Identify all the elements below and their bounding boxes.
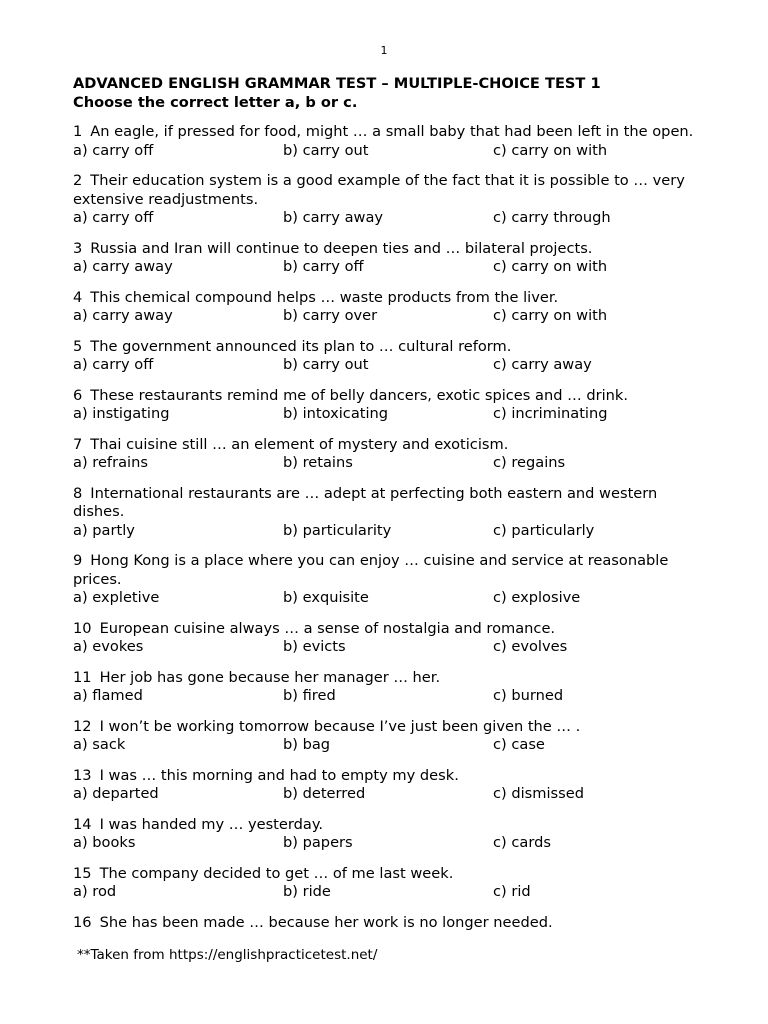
question-number: 4 xyxy=(73,288,83,306)
question-item xyxy=(73,669,703,706)
question-number: 5 xyxy=(73,337,83,355)
answer-option: c) rid xyxy=(493,883,531,900)
answer-option: a) evokes xyxy=(73,638,144,655)
answer-option: c) regains xyxy=(493,454,566,471)
question-body: Russia and Iran will continue to deepen ties and … bilateral projects. xyxy=(90,239,593,257)
answer-options xyxy=(73,522,703,541)
question-item xyxy=(73,436,703,473)
question-text xyxy=(73,436,703,455)
question-item xyxy=(73,914,703,933)
question-text xyxy=(73,485,703,522)
answer-option: c) dismissed xyxy=(493,785,584,802)
source-footnote: **Taken from https://englishpracticetest.net/ xyxy=(77,947,378,963)
question-text xyxy=(73,289,703,308)
question-number: 16 xyxy=(73,913,92,931)
question-text xyxy=(73,669,703,688)
question-item xyxy=(73,816,703,853)
answer-options xyxy=(73,258,703,277)
question-body: Thai cuisine still … an element of mystery and exoticism. xyxy=(90,435,509,453)
question-text xyxy=(73,914,703,933)
answer-options xyxy=(73,638,703,657)
answer-option: b) evicts xyxy=(283,638,346,655)
question-number: 1 xyxy=(73,123,83,140)
test-title: ADVANCED ENGLISH GRAMMAR TEST – MULTIPLE-CHOICE TEST 1 xyxy=(73,75,601,92)
answer-option: a) books xyxy=(73,834,136,851)
answer-option: c) case xyxy=(493,736,545,753)
question-item xyxy=(73,620,703,657)
question-body: I won’t be working tomorrow because I’ve just been given the … . xyxy=(99,717,581,735)
question-body: I was … this morning and had to empty my desk. xyxy=(99,766,459,784)
answer-option: a) partly xyxy=(73,521,135,539)
answer-option: c) carry on with xyxy=(493,258,608,275)
answer-option: b) carry off xyxy=(283,258,364,275)
question-number: 3 xyxy=(73,239,83,257)
question-text xyxy=(73,240,703,259)
answer-option: b) fired xyxy=(283,687,336,704)
question-item xyxy=(73,718,703,755)
question-number: 12 xyxy=(73,717,92,735)
test-instruction: Choose the correct letter a, b or c. xyxy=(73,94,358,111)
question-body: These restaurants remind me of belly dancers, exotic spices and … drink. xyxy=(90,386,629,404)
answer-options xyxy=(73,687,703,706)
answer-option: a) instigating xyxy=(73,405,170,422)
question-text xyxy=(73,816,703,835)
answer-option: a) carry away xyxy=(73,307,173,324)
answer-option: a) refrains xyxy=(73,454,148,471)
question-number: 10 xyxy=(73,619,92,637)
question-item xyxy=(73,485,703,541)
question-item xyxy=(73,552,703,608)
answer-option: a) departed xyxy=(73,785,159,802)
answer-option: c) cards xyxy=(493,834,551,851)
title-block xyxy=(73,74,713,112)
question-item xyxy=(73,172,703,228)
question-body: She has been made … because her work is no longer needed. xyxy=(99,913,553,931)
answer-option: a) carry off xyxy=(73,141,154,159)
answer-options xyxy=(73,142,703,161)
answer-option: b) intoxicating xyxy=(283,405,389,422)
question-body: I was handed my … yesterday. xyxy=(99,815,324,833)
question-body: Hong Kong is a place where you can enjoy … cuisine and service at reasonable prices. xyxy=(73,552,669,588)
answer-option: b) carry out xyxy=(283,356,369,373)
question-body: Their education system is a good example of the fact that it is possible to … very extensive readjustments. xyxy=(73,172,685,208)
answer-options xyxy=(73,209,703,228)
question-number: 15 xyxy=(73,864,92,882)
question-text xyxy=(73,620,703,639)
answer-option: c) carry away xyxy=(493,356,592,373)
question-number: 6 xyxy=(73,386,83,404)
answer-option: c) incriminating xyxy=(493,405,608,422)
answer-option: a) flamed xyxy=(73,687,143,704)
answer-option: b) retains xyxy=(283,454,353,471)
question-text xyxy=(73,767,703,786)
answer-options xyxy=(73,356,703,375)
answer-option: b) carry over xyxy=(283,307,378,324)
question-body: European cuisine always … a sense of nostalgia and romance. xyxy=(99,619,556,637)
question-number: 13 xyxy=(73,766,92,784)
answer-option: c) particularly xyxy=(493,521,595,539)
question-number: 2 xyxy=(73,172,83,189)
question-item xyxy=(73,387,703,424)
question-text xyxy=(73,552,703,589)
answer-option: b) deterred xyxy=(283,785,366,802)
answer-option: b) ride xyxy=(283,883,331,900)
answer-option: b) carry away xyxy=(283,209,384,226)
question-body: This chemical compound helps … waste products from the liver. xyxy=(90,288,559,306)
question-body: The company decided to get … of me last week. xyxy=(99,864,454,882)
answer-option: a) carry off xyxy=(73,209,154,226)
question-text xyxy=(73,172,703,209)
answer-option: a) sack xyxy=(73,736,126,753)
question-text xyxy=(73,338,703,357)
answer-option: b) carry out xyxy=(283,141,369,159)
answer-option: c) carry on with xyxy=(493,307,608,324)
answer-options xyxy=(73,785,703,804)
answer-option: b) exquisite xyxy=(283,589,369,606)
answer-option: a) rod xyxy=(73,883,117,900)
question-number: 8 xyxy=(73,484,83,502)
answer-options xyxy=(73,883,703,902)
answer-option: c) evolves xyxy=(493,638,568,655)
answer-option: c) explosive xyxy=(493,589,581,606)
question-number: 9 xyxy=(73,552,83,569)
question-item xyxy=(73,767,703,804)
question-item xyxy=(73,240,703,277)
answer-options xyxy=(73,405,703,424)
answer-option: a) carry off xyxy=(73,356,154,373)
answer-option: b) papers xyxy=(283,834,353,851)
answer-option: b) particularity xyxy=(283,521,392,539)
answer-options xyxy=(73,307,703,326)
question-text xyxy=(73,123,703,142)
question-number: 14 xyxy=(73,815,92,833)
answer-option: c) burned xyxy=(493,687,564,704)
question-list xyxy=(73,123,703,944)
answer-option: a) expletive xyxy=(73,589,160,606)
question-item xyxy=(73,289,703,326)
question-body: International restaurants are … adept at perfecting both eastern and western dishes. xyxy=(73,484,658,520)
question-text xyxy=(73,718,703,737)
answer-option: c) carry on with xyxy=(493,141,608,159)
page-number: 1 xyxy=(380,44,388,57)
question-number: 7 xyxy=(73,435,83,453)
question-number: 11 xyxy=(73,668,92,686)
question-text xyxy=(73,387,703,406)
question-item xyxy=(73,338,703,375)
answer-options xyxy=(73,834,703,853)
question-text xyxy=(73,865,703,884)
question-item xyxy=(73,123,703,160)
question-item xyxy=(73,865,703,902)
answer-option: c) carry through xyxy=(493,209,611,226)
answer-options xyxy=(73,736,703,755)
question-body: The government announced its plan to … cultural reform. xyxy=(90,337,512,355)
answer-option: b) bag xyxy=(283,736,331,753)
answer-options xyxy=(73,589,703,608)
answer-options xyxy=(73,454,703,473)
question-body: Her job has gone because her manager … her. xyxy=(99,668,441,686)
answer-option: a) carry away xyxy=(73,258,173,275)
question-body: An eagle, if pressed for food, might … a small baby that had been left in the open. xyxy=(90,123,694,140)
